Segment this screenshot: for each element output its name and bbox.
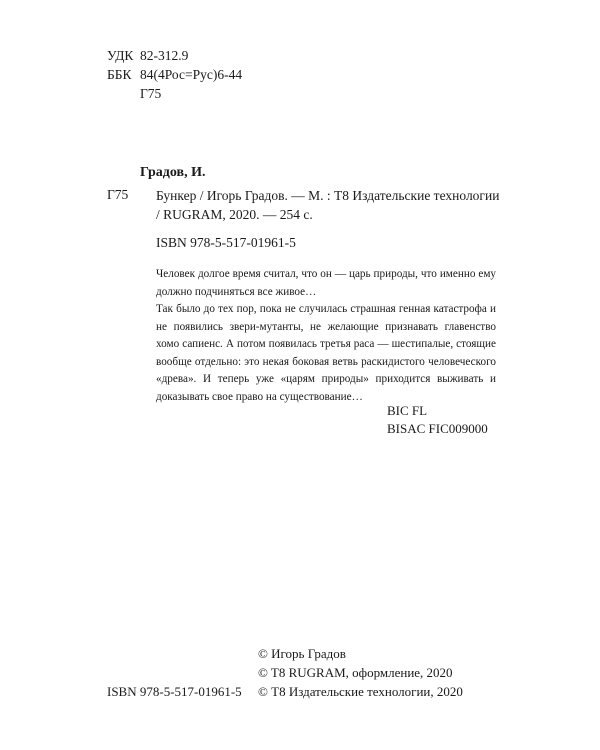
isbn-footer: ISBN 978-5-517-01961-5	[107, 684, 242, 699]
bibliographic-description: Бункер / Игорь Градов. — М. : Т8 Издательские технологии / RUGRAM, 2020. — 254 с.	[156, 188, 500, 222]
annotation-paragraph-1: Человек долгое время считал, что он — царь природы, что именно ему должно подчиняться все живое…	[156, 268, 496, 298]
udk-label: УДК	[107, 48, 134, 63]
bbk-value: 84(4Рос=Рус)6-44	[140, 67, 243, 82]
author-mark: Г75	[107, 187, 129, 202]
bbk-label: ББК	[107, 67, 132, 82]
udk-value: 82-312.9	[140, 48, 189, 63]
annotation-paragraph-2: Так было до тех пор, пока не случилась страшная генная катастрофа и не появились звери-мутанты, не желающие признавать главенство хомо сапиенс. А потом появилась третья раса — шестипалые, стоящие вообще отдельно: это некая боковая ветвь раскидистого человеческого «древа». И теперь уже «царям природы» приходится выживать и доказывать свое право на существование…	[156, 303, 496, 403]
bisac-code: BISAC FIC009000	[387, 421, 488, 436]
isbn-main: ISBN 978-5-517-01961-5	[156, 235, 296, 250]
author-mark-top: Г75	[140, 86, 162, 101]
author-heading: Градов, И.	[140, 165, 206, 180]
copyright-design: © T8 RUGRAM, оформление, 2020	[258, 665, 453, 680]
bic-code: BIC FL	[387, 403, 428, 418]
copyright-publisher: © Т8 Издательские технологии, 2020	[258, 684, 463, 699]
copyright-author: © Игорь Градов	[258, 646, 346, 661]
annotation	[156, 266, 496, 406]
